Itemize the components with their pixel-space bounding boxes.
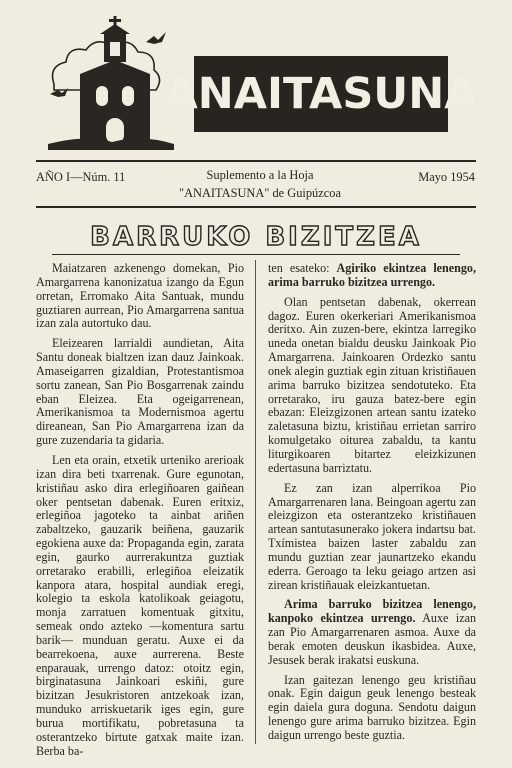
- right-column: [268, 262, 476, 749]
- paragraph: Maiatzaren azkenengo domekan, Pio Amargarrena kanonizatua izango da Egun orretan, Erromako Aita Santuak, mundu guztiaren aurrean, Pio Amargarrena santua izan zala autortuko dau.: [36, 261, 244, 331]
- left-column: [36, 262, 244, 765]
- issue-number: AÑO I—Núm. 11: [36, 170, 126, 184]
- paragraph-text: Auxe izan zan Pio Amargarrenaren asmoa. Auxe da berak emoten deuskun ikasbidea. Auxe, Jesusek berak irakatsi euskuna.: [268, 611, 476, 667]
- supplement-line-2: "ANAITASUNA" de Guipúzcoa: [179, 186, 341, 200]
- paragraph: Eleizearen larrialdi aundietan, Aita Santu doneak bialtzen izan dauz Jainkoak. Amaseigarren gizaldian, Protestantismoa sortu zanean, San Pio Bosgarrenak zaindu eban Eleizea. Eta ogeigarrenean, Amerikanismoa ta Modernismoa agertu direanean, San Pio Amargarrena izan da gure zuzendaria ta gidaria.: [36, 336, 244, 448]
- paragraph: Olan pentsetan dabenak, okerrean dagoz. Euren okerkeriari Amerikanismoa deritxo. Ain zuzen-bere, ekintza larregiko uneda onetan bialdu deusku Jainkoak Pio Amargarrena. Jainkoaren Ordezko santu onek alegin guztiak egin zituan kristiñauen arima barruko bizitzea sendotuteko. Eta orretarako, iru gauza batez-bere egin ebazan: Eleizgizonen artean santu izateko zaletasuna biztu, kristiñau errietan sarriro komulgetako oiturea zabaldu, ta kantu liturgikoaren bitartez eleizkizunen edertasuna barriztatu.: [268, 294, 476, 475]
- paragraph: Ez zan izan alperrikoa Pio Amargarrenaren lana. Beingoan agertu zan eleizgizon eta osterantzeko kristiñauen artean santutasunerako jokera indartsu bat. Txímistea baizen laster zabaldu zan mundu guztian zear jaunartzeko ekandu ederra. Geroago ta leku geiago artzen asi zirean kristiñauak eleizkantuetan.: [268, 480, 476, 592]
- issue-date: Mayo 1954: [418, 170, 475, 184]
- paragraph: [268, 598, 476, 667]
- supplement-line-1: Suplemento a la Hoja: [206, 168, 314, 182]
- header-top-rule: [36, 160, 476, 162]
- section-title: BARRUKO BIZITZEA: [36, 222, 476, 255]
- paragraph: [268, 262, 476, 290]
- paragraph: Len eta orain, etxetik urteniko arerioak izan dira beti txarrenak. Gure egunotan, kristiñau asko dira erlegiñoaren gaiñean oker pentsetan dabenak. Euren eritxiz, erlegiñoa jagoteko ta ainbat ariñen zabaltzeko, gauzarik beiñena, gauzarik egokiena auxe da: Propaganda egin, zarata egin, gaurko aurrerakuntza guztiak orretarako erabilli, erlegiñoa eleizatik kanpora atara, hospital aundiak eregi, kolegio ta eskola katolikoak geiagotu, monja zarratuen komentuak gitxitu, semeak ondo azteko —komentura sartu barik— munduan geratu. Auxe ei da bearrekoena, auxe aurrerena. Beste enparauak, urrengo datoz: otoitz egin, birginatasuna Jainkoari eskiñi, gure bizitzan Jesukristoren antzekoak izan, munduko arriskuetarik iges egin, gure burua mortifikatu, pobretasuna ta osterantzeko birtute gatxak maite izan. Berba ba-: [36, 452, 244, 758]
- supplement-note: [160, 166, 360, 202]
- paragraph-text: ten esateko:: [268, 261, 337, 275]
- column-divider: [255, 260, 256, 744]
- chapel-illustration: [46, 14, 176, 150]
- bold-motto: Arima barruko bizitzea lenengo, kanpoko ekintzea urrengo.: [268, 597, 476, 626]
- masthead-title: ANAITASUNA: [194, 56, 448, 132]
- bold-motto: Agiriko ekintzea lenengo, arima barruko bizitzea urrengo.: [268, 261, 476, 289]
- paragraph: Izan gaitezan lenengo geu kristiñau onak. Egin daigun geuk lenengo besteak egin daiela gura doguna. Sendotu daigun lenengo gure arima barruko bizitzea. Egin daigun urrengo beste guztia.: [268, 672, 476, 742]
- header-bottom-rule: [36, 206, 476, 208]
